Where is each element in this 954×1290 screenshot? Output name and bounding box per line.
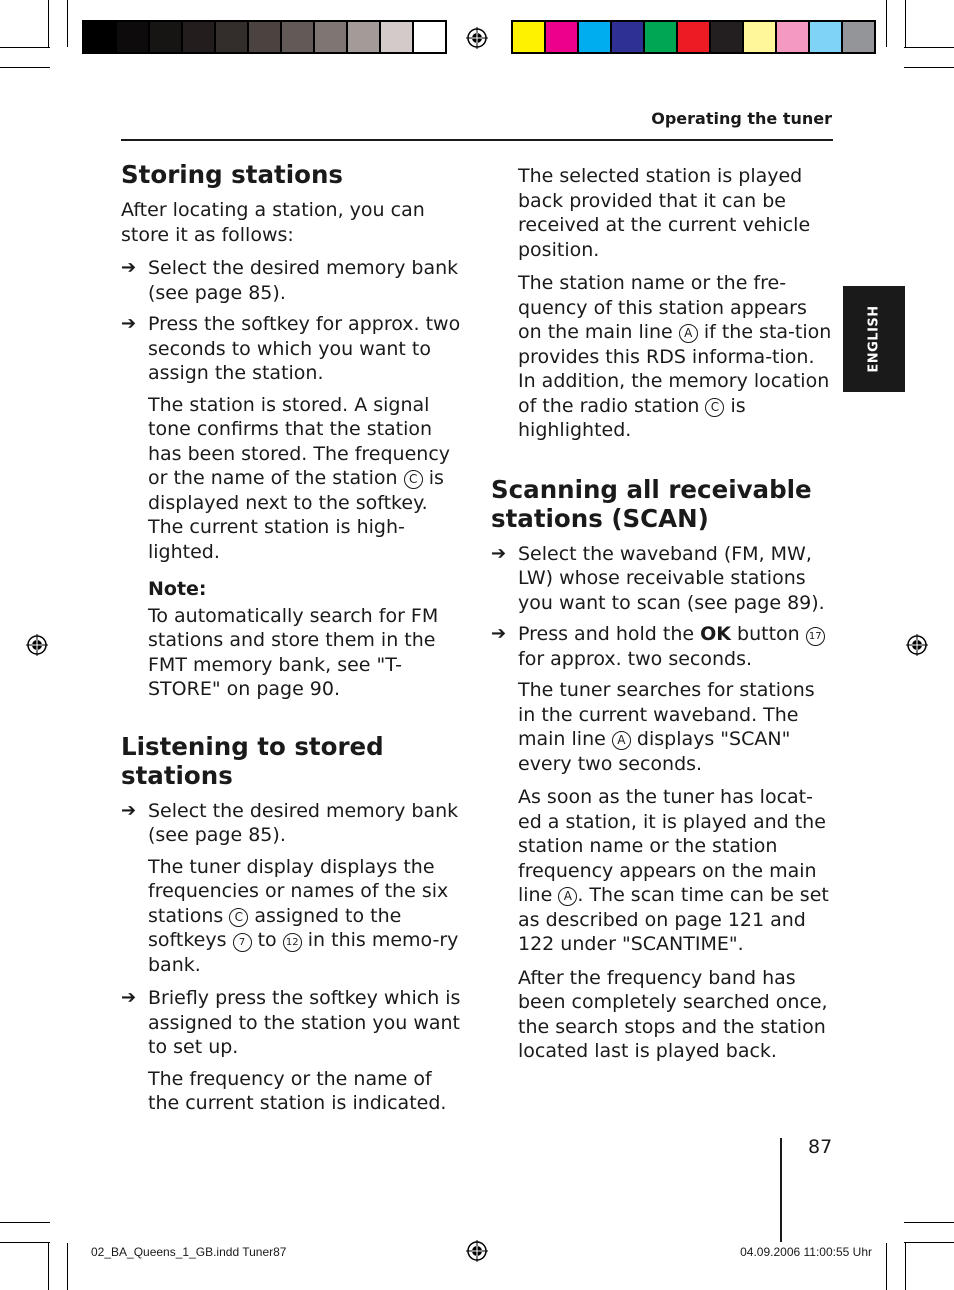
crop-mark: [67, 0, 68, 47]
storing-intro: After locating a station, you can store it as follows:: [121, 199, 425, 246]
marker-a-icon: A: [612, 731, 631, 750]
softkey-12-icon: 12: [283, 933, 302, 952]
marker-a-icon: A: [679, 324, 698, 343]
slug-timestamp: 04.09.2006 11:00:55 Uhr: [740, 1245, 872, 1259]
process-swatch: [645, 22, 676, 52]
ok-button-17-icon: 17: [806, 627, 825, 646]
crop-mark: [905, 1243, 906, 1290]
running-head: Operating the tuner: [651, 109, 832, 128]
right-column: [491, 164, 836, 1064]
gray-swatch: [216, 22, 247, 52]
result-text: assigned to the softkeys: [148, 904, 402, 951]
scan-step-2: [491, 622, 836, 671]
arrow-icon: ➔: [491, 623, 507, 644]
scan-result-2: [491, 785, 836, 957]
crop-mark: [886, 0, 887, 47]
gray-swatch: [150, 22, 181, 52]
process-swatch: [678, 22, 709, 52]
process-swatch: [777, 22, 808, 52]
crop-mark: [48, 1243, 49, 1290]
gray-swatch: [315, 22, 346, 52]
body-text: is highlighted.: [518, 394, 746, 441]
body-text: if the sta-tion provides this RDS informa-tion. In addition, the memory location of the radio station: [518, 321, 832, 417]
step-text: for approx. two seconds.: [518, 647, 753, 670]
registration-target-icon: [466, 1240, 488, 1262]
left-column: [121, 160, 466, 1116]
scan-result-3: After the frequency band has been completely searched once, the search stops and the station located last is played back.: [518, 966, 828, 1062]
process-swatch: [513, 22, 544, 52]
crop-mark: [0, 1242, 50, 1243]
marker-c-icon: C: [705, 398, 724, 417]
language-tab-label: ENGLISH: [866, 305, 882, 373]
storing-step-1: [121, 256, 466, 305]
gray-swatch: [183, 22, 214, 52]
note-label: Note:: [148, 578, 207, 600]
process-swatch: [546, 22, 577, 52]
crop-mark: [904, 1242, 954, 1243]
result-text: to: [257, 929, 277, 951]
page-number-rule: [780, 1138, 782, 1242]
marker-c-icon: C: [229, 908, 248, 927]
softkey-7-icon: 7: [233, 933, 252, 952]
crop-mark: [0, 67, 50, 68]
page-number: 87: [808, 1136, 833, 1158]
storing-step-2: [121, 312, 466, 386]
body-text: The tuner searches for stations in the current waveband. The main line: [518, 679, 815, 750]
step-text: Briefly press the softkey which is assigned to the station you want to set up.: [148, 987, 461, 1058]
result-text: is displayed next to the softkey. The current station is high-lighted.: [148, 467, 444, 563]
crop-mark: [67, 1243, 68, 1290]
section-heading-listening: Listening to stored stations: [121, 731, 384, 790]
crop-mark: [0, 1222, 50, 1223]
crop-mark: [0, 47, 50, 48]
listening-step-2: [121, 986, 466, 1060]
step-text: Select the desired memory bank (see page 85).: [148, 257, 459, 304]
registration-target-icon: [26, 634, 48, 656]
crop-mark: [48, 0, 49, 47]
registration-target-icon: [466, 27, 488, 49]
process-color-bar: [511, 20, 876, 54]
grayscale-color-bar: [82, 20, 447, 54]
ok-button-label: OK: [700, 623, 731, 645]
arrow-icon: ➔: [121, 799, 137, 821]
marker-a-icon: A: [558, 887, 577, 906]
body-text: The station name or the fre-quency of this station appears on the main line: [518, 272, 807, 343]
scan-step-1: [491, 542, 836, 616]
language-tab: [843, 286, 905, 392]
arrow-icon: ➔: [121, 313, 137, 334]
crop-mark: [904, 67, 954, 68]
arrow-icon: ➔: [121, 257, 137, 278]
section-heading-storing: Storing stations: [121, 160, 343, 189]
marker-c-icon: C: [404, 470, 423, 489]
note-text: To automatically search for FM stations and store them in the FMT memory bank, see "T-STORE" on page 90.: [148, 604, 439, 700]
scan-result-1: [491, 678, 836, 776]
step-text: Select the waveband (FM, MW, LW) whose receivable stations you want to scan (see page 89).: [518, 542, 825, 614]
registration-target-icon: [906, 634, 928, 656]
listening-result-2: The frequency or the name of the current station is indicated.: [148, 1067, 447, 1114]
slug-file-info: 02_BA_Queens_1_GB.indd Tuner87: [91, 1245, 287, 1259]
body-text: displays "SCAN" every two seconds.: [518, 728, 791, 775]
storing-result: [121, 393, 466, 565]
result-text: The tuner display displays the frequencies or names of the six stations: [148, 855, 449, 927]
gray-swatch: [249, 22, 280, 52]
body-text: As soon as the tuner has locat-ed a station, it is played and the station name or the station frequency appears on the main line: [518, 786, 826, 906]
gray-swatch: [282, 22, 313, 52]
crop-mark: [886, 1243, 887, 1290]
played-text: The selected station is played back provided that it can be received at the current vehicle position.: [518, 165, 811, 261]
section-heading-scan: Scanning all receivable stations (SCAN): [491, 474, 812, 533]
step-text: button: [737, 623, 800, 645]
gray-swatch: [84, 22, 115, 52]
gray-swatch: [414, 22, 445, 52]
step-text: Select the desired memory bank (see page 85).: [148, 799, 459, 846]
process-swatch: [744, 22, 775, 52]
process-swatch: [810, 22, 841, 52]
body-text: . The scan time can be set as described on page 121 and 122 under "SCANTIME".: [518, 884, 829, 955]
station-name-text: [491, 271, 836, 443]
process-swatch: [711, 22, 742, 52]
step-text: Press the softkey for approx. two seconds to which you want to assign the station.: [148, 313, 461, 384]
gray-swatch: [117, 22, 148, 52]
crop-mark: [904, 1222, 954, 1223]
step-text: Press and hold the: [518, 623, 695, 645]
crop-mark: [905, 0, 906, 47]
listening-result-1: [121, 855, 466, 978]
process-swatch: [579, 22, 610, 52]
gray-swatch: [348, 22, 379, 52]
process-swatch: [612, 22, 643, 52]
crop-mark: [904, 47, 954, 48]
result-text: The station is stored. A signal tone confirms that the station has been stored. The frequency or the name of the station: [148, 393, 451, 489]
arrow-icon: ➔: [121, 987, 137, 1008]
gray-swatch: [381, 22, 412, 52]
listening-step-1: [121, 799, 466, 848]
process-swatch: [843, 22, 874, 52]
header-rule: [121, 139, 833, 141]
arrow-icon: ➔: [491, 542, 507, 564]
result-text: in this memo-ry bank.: [148, 929, 459, 976]
